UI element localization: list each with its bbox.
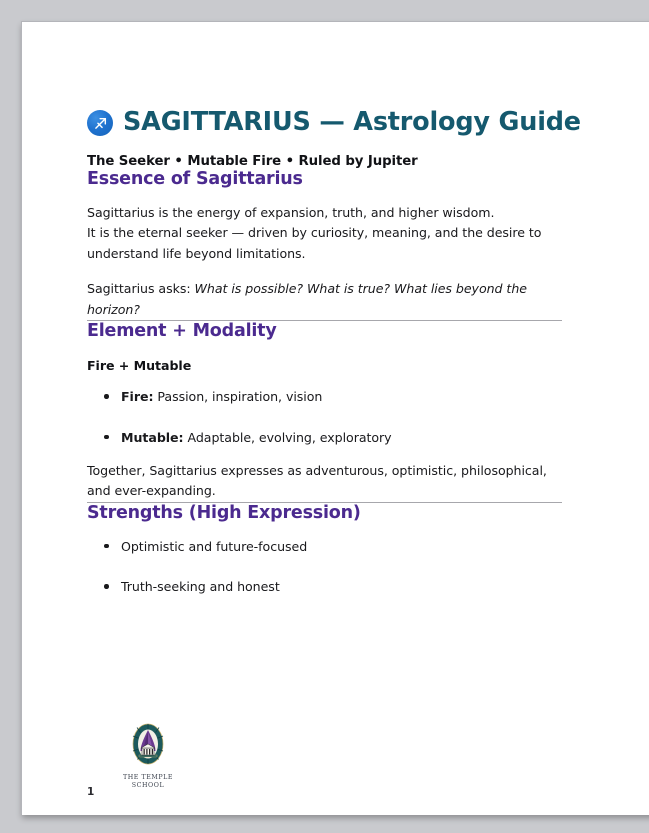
element-sublabel: Fire + Mutable (87, 358, 192, 373)
page-content (87, 22, 581, 597)
bullet-text: Passion, inspiration, vision (153, 389, 323, 404)
bullet-text: Truth-seeking and honest (121, 579, 280, 595)
essence-question-paragraph (87, 279, 562, 320)
section-heading-essence: Essence of Sagittarius (87, 169, 303, 190)
element-closing-paragraph: Together, Sagittarius expresses as adventurous, optimistic, philosophical, and ever-expanding. (87, 463, 547, 499)
page-number: 1 (87, 786, 95, 798)
document-title-row (87, 107, 581, 137)
essence-line-3: understand life beyond limitations. (87, 245, 306, 261)
list-item (87, 537, 562, 557)
logo-wordmark-line-1: THE TEMPLE (122, 774, 174, 781)
section-heading-element: Element + Modality (87, 321, 277, 341)
strengths-bullet-list (87, 537, 562, 597)
bullet-term: Fire: (121, 389, 154, 404)
section-heading-strengths: Strengths (High Expression) (87, 502, 361, 523)
document-page (22, 22, 649, 815)
bullet-text: Adaptable, evolving, exploratory (183, 429, 392, 445)
list-item (87, 428, 562, 448)
essence-line-1: Sagittarius is the energy of expansion, truth, and higher wisdom. (87, 205, 495, 221)
essence-line-2: It is the eternal seeker — driven by curiosity, meaning, and the desire to (87, 225, 542, 241)
essence-paragraph (87, 203, 562, 264)
temple-school-logo (112, 722, 184, 790)
list-item (87, 577, 562, 597)
logo-wordmark (112, 774, 184, 790)
question-italic: What is possible? What is true? What lies beyond the horizon? (87, 281, 527, 317)
element-bullet-list (87, 387, 562, 447)
question-lead: Sagittarius asks: (87, 281, 195, 297)
bullet-text: Optimistic and future-focused (121, 538, 308, 554)
list-item (87, 387, 562, 407)
sagittarius-glyph-icon (87, 110, 113, 136)
page-title: SAGITTARIUS — Astrology Guide (123, 107, 581, 137)
logo-wordmark-line-2: SCHOOL (131, 782, 165, 790)
temple-school-crest-icon (112, 722, 184, 772)
document-subtitle: The Seeker • Mutable Fire • Ruled by Jupiter (87, 154, 418, 170)
bullet-term: Mutable: (121, 429, 184, 445)
